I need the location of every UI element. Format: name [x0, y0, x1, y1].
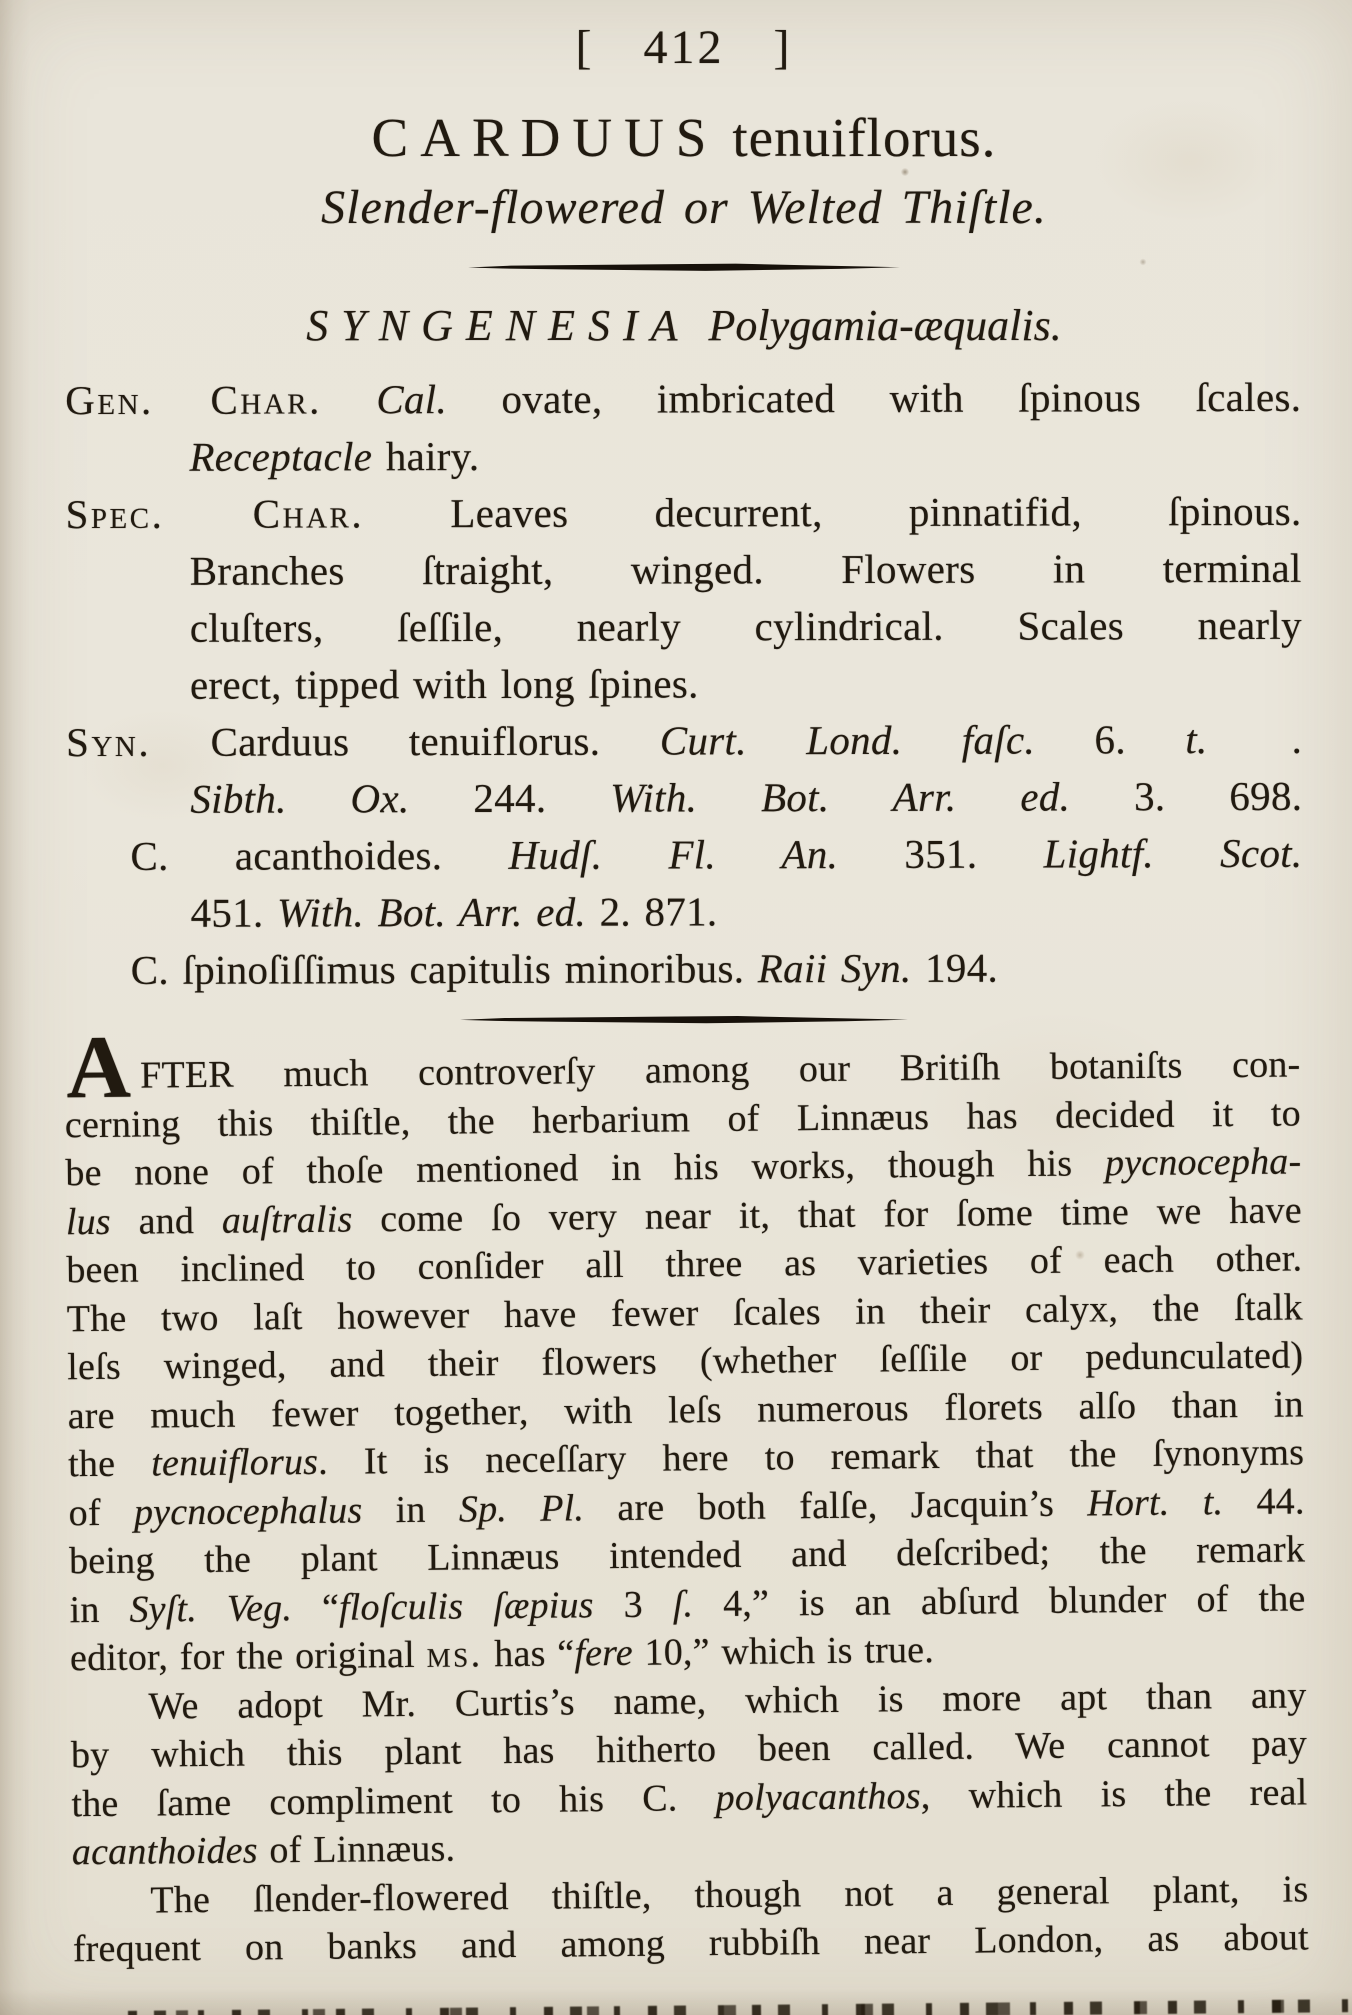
- text-segment: Raii Syn.: [757, 945, 912, 992]
- text-segment: by which this plant has hitherto been called. We cannot pay: [70, 1722, 1308, 1777]
- text-segment: leſs winged, and their flowers (whether ſeſſile or pedunculated): [67, 1334, 1304, 1389]
- text-segment: be none of thoſe mentioned in his works, though his: [65, 1142, 1106, 1195]
- text-segment: Syſt. Veg.: [129, 1586, 293, 1631]
- text-segment: 3: [593, 1583, 673, 1627]
- description-text: [64, 1017, 1309, 1974]
- text-segment: Leaves decurrent, pinnatifid, ſpinous.: [364, 488, 1302, 537]
- text-segment: . It is neceſſary here to remark that the ſynonyms: [317, 1431, 1305, 1484]
- text-segment: 244.: [409, 774, 611, 822]
- text-segment: With. Bot. Arr. ed.: [610, 773, 1071, 821]
- text-segment: Sp. Pl.: [458, 1487, 585, 1531]
- text-segment: [322, 377, 377, 423]
- text-segment: lus: [65, 1200, 112, 1244]
- text-segment: FTER much controverſy among our Britiſh botaniſts con-: [139, 1043, 1301, 1097]
- text-segment: in: [69, 1588, 130, 1632]
- text-segment: “: [291, 1586, 340, 1629]
- text-line: [189, 426, 1301, 486]
- species-title: [66, 106, 1302, 168]
- text-segment: ms.: [426, 1633, 483, 1677]
- cut-off-text-line: [128, 1999, 1352, 2015]
- text-segment: , which is the real: [920, 1771, 1308, 1817]
- text-segment: of Linnæus.: [257, 1827, 456, 1872]
- genus-name: CARDUUS: [371, 106, 719, 168]
- text-segment: Curt. Lond. faſc.: [659, 716, 1036, 764]
- ornamental-rule-top: [468, 263, 900, 272]
- text-segment: frequent on banks and among rubbiſh near London, as about: [72, 1916, 1309, 1971]
- text-line: [190, 654, 1302, 714]
- species-epithet: tenuiflorus.: [732, 106, 997, 168]
- text-segment: acanthoides: [71, 1829, 258, 1874]
- text-segment: erect, tipped with long ſpines.: [189, 660, 699, 709]
- text-segment: Branches ſtraight, winged. Flowers in terminal: [189, 545, 1302, 595]
- text-segment: 6.: [1034, 716, 1186, 763]
- text-segment: Spec. Char.: [65, 490, 365, 538]
- text-segment: Hudſ. Fl. An.: [508, 831, 839, 879]
- text-segment: and: [110, 1199, 223, 1243]
- text-segment: the: [67, 1442, 152, 1486]
- text-segment: come ſo very near it, that for ſome time we have: [352, 1189, 1303, 1241]
- text-segment: the ſame compliment to his C.: [71, 1776, 716, 1826]
- text-segment: Receptacle: [189, 433, 373, 481]
- linnaean-class: SYNGENESIA: [306, 300, 691, 350]
- text-segment: tenuiflorus: [151, 1441, 319, 1485]
- paragraph-2: [70, 1671, 1308, 1877]
- text-line: [190, 597, 1302, 657]
- synonymy-block: [65, 369, 1303, 999]
- text-segment: Gen. Char.: [65, 376, 322, 424]
- text-segment: The two laſt however have fewer ſcales in their calyx, the ſtalk: [66, 1286, 1303, 1341]
- text-segment: pycnocepha-: [1104, 1140, 1302, 1185]
- text-segment: t.: [1185, 716, 1208, 763]
- text-segment: in: [362, 1488, 460, 1532]
- paragraph-1: [64, 1017, 1306, 1683]
- classification-line: [66, 302, 1302, 350]
- text-segment: are both falſe, Jacquin’s: [583, 1482, 1088, 1530]
- common-name-subtitle: Slender-flowered or Welted Thiſtle.: [321, 180, 1047, 234]
- text-segment: cerning this thiſtle, the herbarium of Linnæus has decided it to: [64, 1092, 1302, 1147]
- text-line: [66, 711, 1302, 771]
- text-segment: 4,” is an abſurd blunder of the: [692, 1577, 1306, 1626]
- text-segment: We adopt Mr. Curtis’s name, which is more apt than any: [148, 1674, 1307, 1728]
- text-line: [130, 825, 1302, 885]
- text-segment: 194.: [911, 944, 999, 992]
- text-line: [73, 1914, 1309, 1974]
- text-segment: 451.: [190, 889, 278, 937]
- text-segment: 3. 698.: [1070, 773, 1303, 820]
- text-segment: Sibth. Ox.: [190, 775, 410, 823]
- ornamental-rule-bottom: [460, 1015, 908, 1024]
- text-line: [190, 768, 1302, 828]
- page-number: [ 412 ]: [575, 21, 793, 74]
- text-segment: cluſters, ſeſſile, nearly cylindrical. Scales nearly: [189, 602, 1302, 652]
- text-line: [190, 540, 1302, 600]
- text-segment: 10,” which is true.: [632, 1629, 935, 1675]
- linnaean-order: Polygamia-æqualis.: [708, 300, 1062, 350]
- text-line: [191, 882, 1303, 942]
- text-segment: are much fewer together, with leſs numerous florets alſo than in: [67, 1383, 1304, 1438]
- text-segment: Hort. t.: [1087, 1481, 1224, 1525]
- text-segment: floſculis ſæpius: [338, 1584, 594, 1629]
- text-segment: C. ſpinoſiſſimus capitulis minoribus.: [130, 945, 758, 994]
- text-segment: 2. 871.: [585, 888, 718, 936]
- text-segment: 351.: [838, 830, 1044, 878]
- text-segment: C. acanthoides.: [130, 832, 509, 880]
- text-segment: .: [1291, 716, 1303, 763]
- text-segment: been inclined to conſider all three as varieties of each other.: [66, 1237, 1303, 1292]
- text-segment: The ſlender-flowered thiſtle, though not a general plant, is: [150, 1868, 1309, 1922]
- text-segment: has “: [482, 1632, 575, 1676]
- text-segment: auſtralis: [221, 1198, 353, 1242]
- text-segment: pycnocephalus: [133, 1489, 363, 1534]
- text-line: [131, 939, 1303, 999]
- text-segment: A: [65, 1017, 132, 1118]
- text-line: [65, 483, 1301, 543]
- text-segment: ovate, imbricated with ſpinous ſcales.: [446, 374, 1302, 423]
- text-segment: of: [68, 1491, 135, 1535]
- text-segment: 44.: [1223, 1480, 1305, 1524]
- text-segment: polyacanthos: [715, 1774, 921, 1819]
- text-segment: fere: [574, 1632, 634, 1675]
- text-segment: Syn.: [66, 719, 152, 766]
- text-segment: With. Bot. Arr. ed.: [277, 889, 587, 936]
- text-segment: hairy.: [372, 433, 480, 480]
- text-line: [65, 369, 1301, 429]
- text-segment: being the plant Linnæus intended and deſcribed; the remark: [68, 1528, 1306, 1583]
- text-segment: Carduus tenuiflorus.: [151, 717, 660, 766]
- text-segment: ſ.: [672, 1583, 694, 1626]
- text-segment: editor, for the original: [69, 1634, 427, 1680]
- text-segment: Cal.: [376, 376, 448, 423]
- paragraph-3: [72, 1865, 1309, 1974]
- text-segment: Lightf. Scot.: [1043, 830, 1303, 877]
